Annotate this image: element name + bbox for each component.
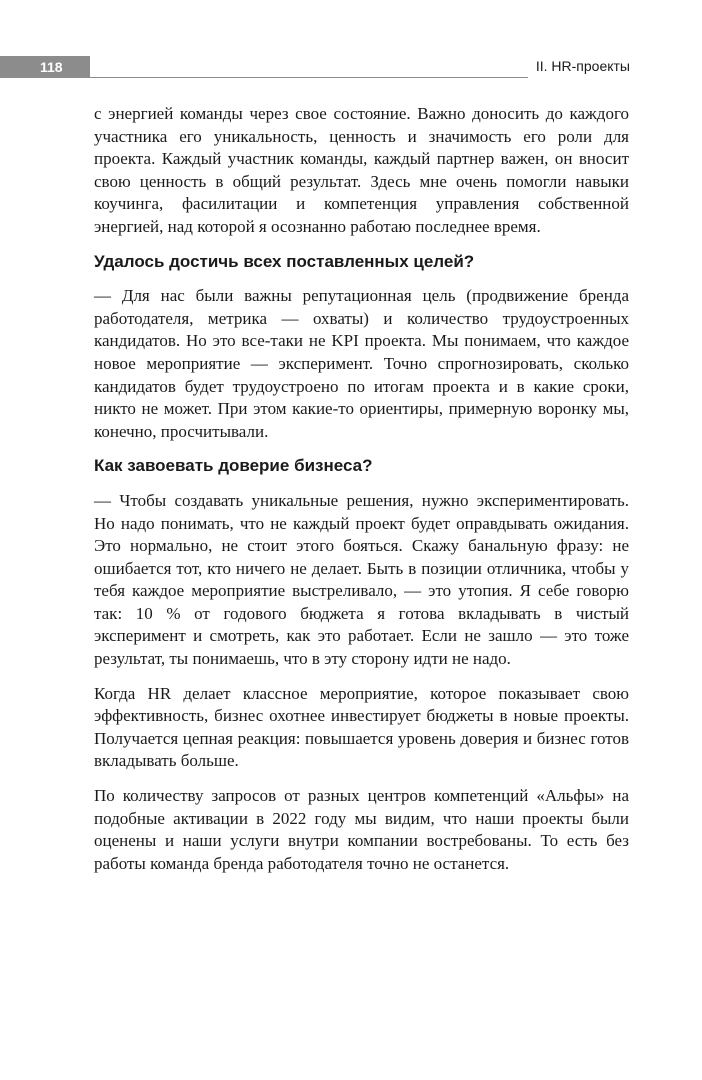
page-header bbox=[0, 56, 702, 78]
paragraph: с энергией команды через свое состояние. Важно доносить до каждого участника его уникальность, ценность и значимость его роли для проекта. Каждый участник команды, каждый партнер важен, он вносит свою ценность в общий результат. Здесь мне очень помогли навыки коучинга, фасилитации и компетенция управления собственной энергией, над которой я осознанно работаю последнее время. bbox=[94, 104, 629, 236]
paragraph: — Чтобы создавать уникальные решения, нужно экспериментировать. Но надо понимать, что не каждый проект будет оправдывать ожидания. Это нормально, не стоит этого бояться. Скажу банальную фразу: не ошибается тот, кто ничего не делает. Быть в позиции отличника, чтобы у тебя каждое мероприятие выстреливало, — это утопия. Я себе говорю так: 10 % от годового бюджета я готова вкладывать в чистый эксперимент и смотреть, как это работает. Если не зашло — это тоже результат, ты понимаешь, что в эту сторону идти не надо. bbox=[94, 490, 629, 669]
question-heading: Как завоевать доверие бизнеса? bbox=[94, 456, 373, 476]
running-head: II. HR-проекты bbox=[528, 56, 630, 78]
paragraph: — Для нас были важны репутационная цель (продвижение бренда работодателя, метрика — охваты) и количество трудоустроенных кандидатов. Но это все-таки не KPI проекта. Мы понимаем, что каждое новое мероприятие — эксперимент. Точно спрогнозировать, сколько кандидатов будет трудоустроено по итогам проекта и в какие сроки, никто не может. При этом какие-то ориентиры, примерную воронку мы, конечно, просчитывали. bbox=[94, 286, 629, 441]
page-number: 118 bbox=[0, 56, 90, 78]
page-body bbox=[94, 103, 629, 887]
question-heading: Удалось достичь всех поставленных целей? bbox=[94, 251, 475, 271]
paragraph: По количеству запросов от разных центров компетенций «Альфы» на подобные активации в 2022 году мы видим, что наши проекты были оценены и наши услуги внутри компании востребованы. То есть без работы команда бренда работодателя точно не останется. bbox=[94, 786, 629, 873]
paragraph: Когда HR делает классное мероприятие, которое показывает свою эффективность, бизнес охотнее инвестирует бюджеты в новые проекты. Получается цепная реакция: повышается уровень доверия и бизнес готов вкладывать больше. bbox=[94, 683, 629, 771]
